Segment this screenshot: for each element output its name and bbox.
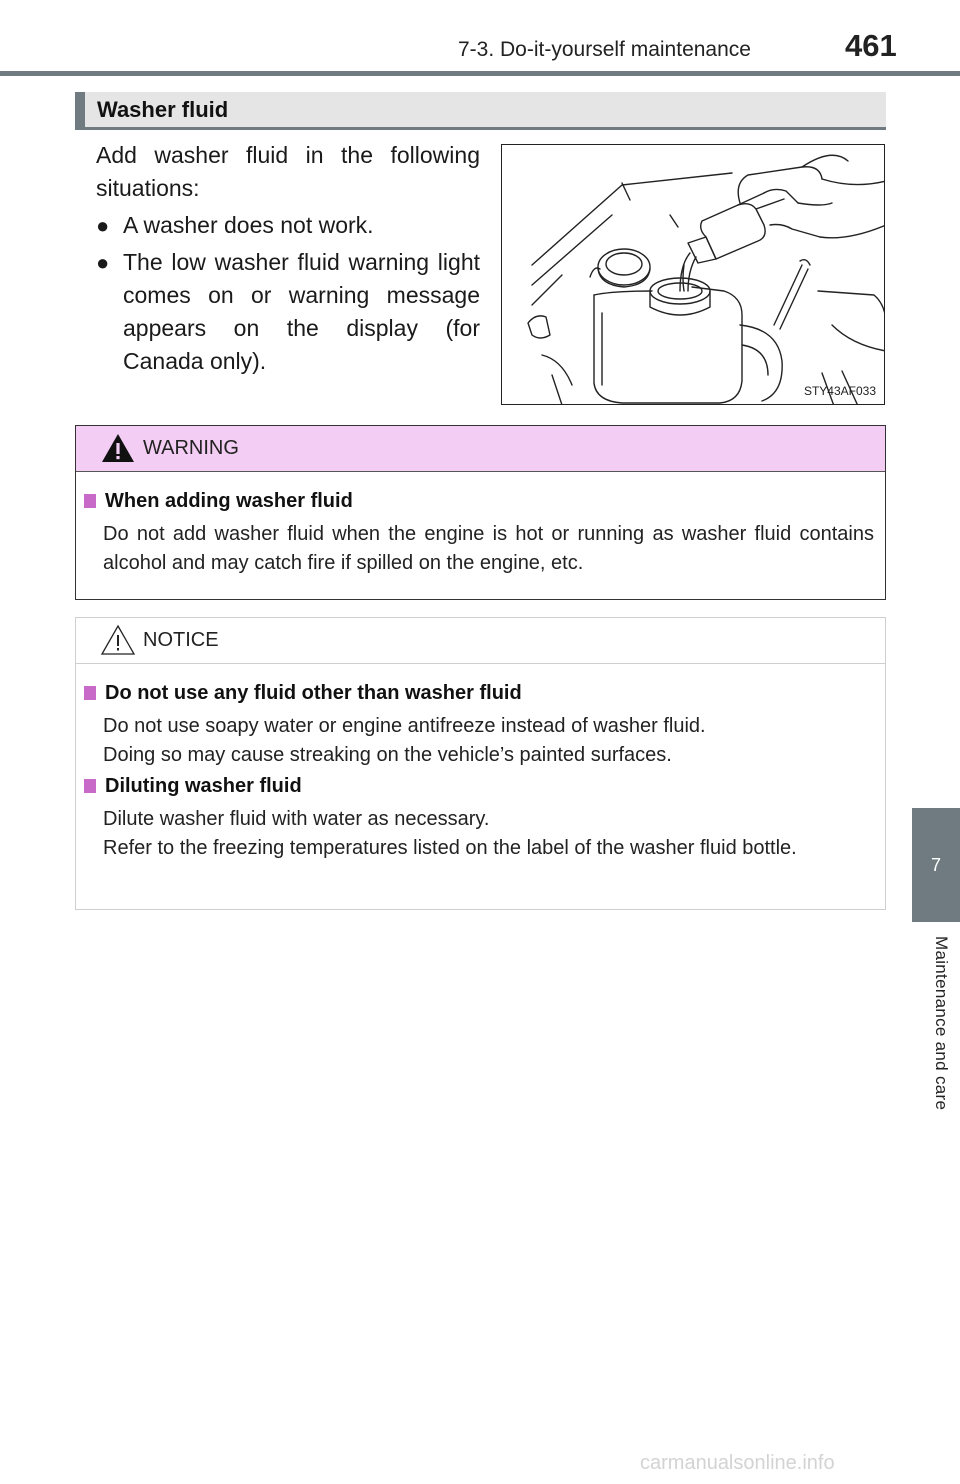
notice-triangle-icon bbox=[100, 624, 136, 656]
chapter-title: Maintenance and care bbox=[932, 936, 951, 1111]
notice-item-title bbox=[84, 775, 874, 798]
section-heading-bar bbox=[75, 92, 886, 130]
bullet-icon: ● bbox=[96, 213, 110, 238]
chapter-number: 7 bbox=[930, 854, 941, 875]
washer-fluid-illustration bbox=[501, 144, 885, 405]
notice-item-title bbox=[84, 682, 874, 705]
notice-line: Dilute washer fluid with water as necessary. bbox=[103, 808, 490, 830]
square-bullet-icon bbox=[84, 686, 96, 700]
warning-label: WARNING bbox=[143, 437, 239, 459]
notice-item-body bbox=[84, 712, 874, 770]
square-bullet-icon bbox=[84, 494, 96, 508]
notice-item bbox=[84, 775, 874, 863]
chapter-tab[interactable] bbox=[912, 808, 960, 922]
warning-box bbox=[75, 425, 886, 600]
warning-item bbox=[84, 490, 874, 578]
watermark: carmanualsonline.info bbox=[640, 1452, 835, 1474]
notice-box bbox=[75, 617, 886, 910]
notice-item-body bbox=[84, 805, 874, 863]
bullet-icon: ● bbox=[96, 250, 110, 275]
intro-lead: Add washer fluid in the following situations: bbox=[96, 142, 480, 201]
warning-item-title-text: When adding washer fluid bbox=[105, 490, 353, 512]
page-number: 461 bbox=[845, 28, 897, 63]
bullet-text: A washer does not work. bbox=[123, 212, 374, 238]
figure-code: STY43AF033 bbox=[803, 384, 876, 398]
notice-header bbox=[76, 618, 885, 664]
notice-label: NOTICE bbox=[143, 629, 219, 651]
header-rule bbox=[0, 71, 960, 76]
bullet-item bbox=[96, 246, 480, 378]
notice-line: Do not use soapy water or engine antifreeze instead of washer fluid. bbox=[103, 715, 706, 737]
notice-item-title-text: Diluting washer fluid bbox=[105, 775, 302, 797]
notice-item-title-text: Do not use any fluid other than washer fluid bbox=[105, 682, 522, 704]
bullet-item bbox=[96, 209, 480, 242]
warning-item-body: Do not add washer fluid when the engine is hot or running as washer fluid contains alcohol and may catch fire if spilled on the engine, etc. bbox=[103, 523, 874, 574]
square-bullet-icon bbox=[84, 779, 96, 793]
warning-triangle-icon bbox=[100, 432, 136, 464]
pouring-fluid-drawing bbox=[502, 145, 885, 405]
notice-line: Refer to the freezing temperatures listed on the label of the washer fluid bottle. bbox=[103, 837, 797, 859]
intro-text bbox=[96, 139, 480, 378]
section-title: Washer fluid bbox=[97, 97, 229, 122]
notice-line: Doing so may cause streaking on the vehicle’s painted surfaces. bbox=[103, 744, 672, 766]
notice-item bbox=[84, 682, 874, 770]
section-accent bbox=[75, 92, 85, 127]
warning-item-title bbox=[84, 490, 874, 513]
warning-header bbox=[76, 426, 885, 472]
bullet-text: The low washer fluid warning light comes on or warning message appears on the display (for Canada only). bbox=[123, 249, 480, 374]
running-header-section: 7-3. Do-it-yourself maintenance bbox=[458, 38, 751, 61]
